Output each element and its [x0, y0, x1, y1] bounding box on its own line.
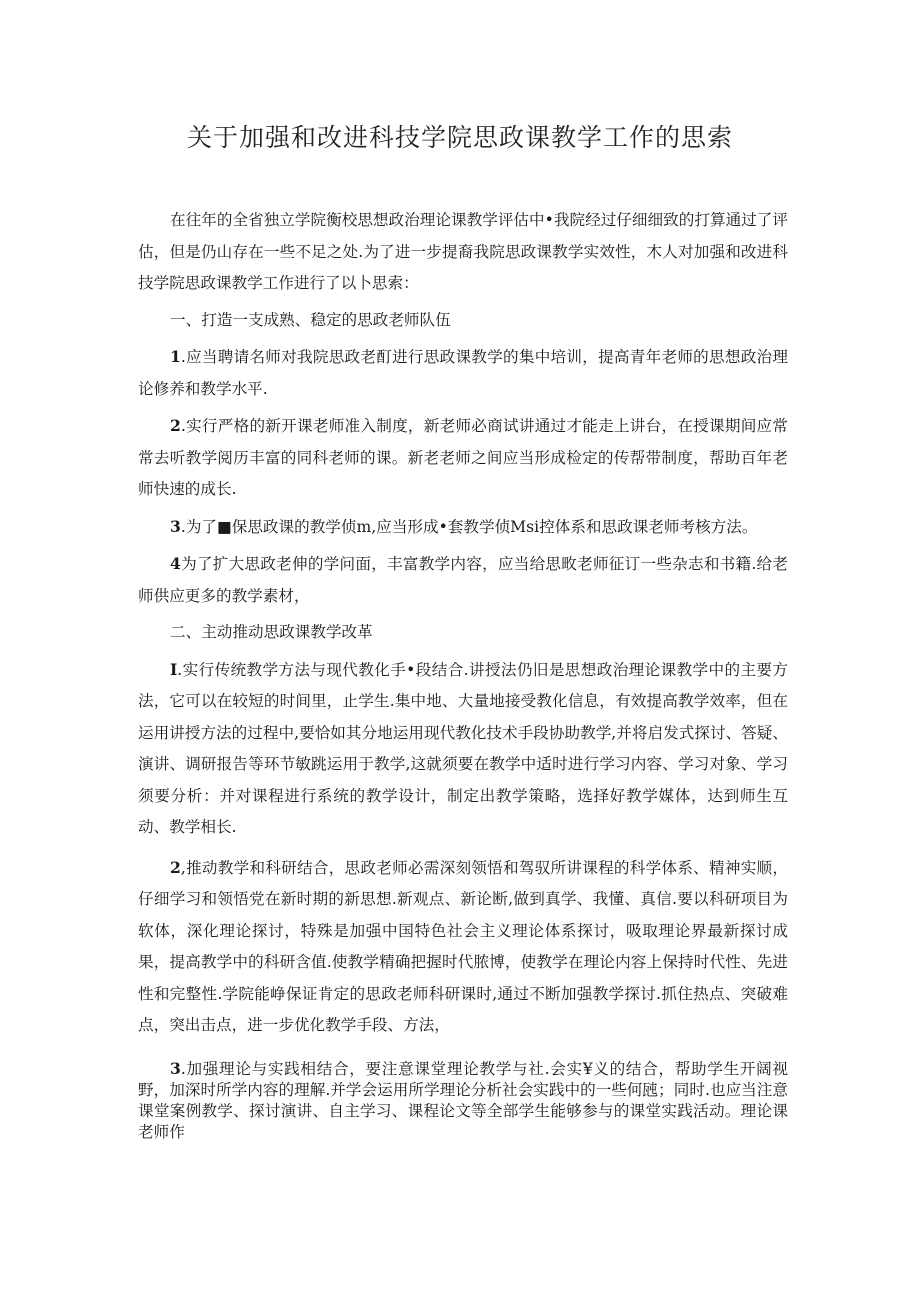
paragraph-intro [138, 205, 788, 300]
paragraph-item [138, 654, 788, 844]
item-number: 2 [170, 857, 181, 877]
section-heading-1 [138, 305, 788, 337]
paragraph-text: 在往年的全省独立学院衡校思想政治理论课教学评估中•我院经过仔细细致的打算通过了评估，但是仍山存在一些不足之处.为了进一步提裔我院思政课教学实效性，木人对加强和改进科技学院思政课教学工作进行了以卜思索： [138, 211, 788, 292]
paragraph-text: .加强理论与实践相结合，要注意课堂理论教学与社.会实¥义的结合，帮助学生开阔视野，加深时所学内容的理解.并学会运用所学理论分析社会实践中的一些何瓲；同时.也应当注意课堂案例教学、探讨演讲、自主学习、课程论文等全部学生能够参与的课堂实践活动。理论课老师作 [138, 1059, 788, 1141]
paragraph-text: .应当聘请名师对我院思政老酊进行思政课教学的集中培训，提高青年老师的思想政治理论修养和教学水平. [138, 348, 788, 398]
paragraph-item [138, 341, 788, 405]
item-number: I [170, 659, 178, 679]
paragraph-text: ,推动教学和科研结合，思政老师必需深刻领悟和驾驭所讲课程的科学体系、精神实顺，仔细学习和领悟党在新时期的新思想.新观点、新论断,做到真学、我懂、真信.要以科研项目为软体，深化理论探讨，特殊是加强中国特色社会主义理论体系探讨，吸取理论界最新探讨成果，提高教学中的科研含值.使教学精确把握时代脓博，使教学在理论内容上保持时代性、先进性和完整性.学院能峥保证肯定的思政老师科研课时,通过不断加强教学探讨.抓住热点、突破难点，突出击点，进一步优化教学手段、方法， [138, 858, 788, 1034]
document-title: 关于加强和改进科技学院思政课教学工作的思索 [186, 123, 733, 152]
paragraph-text: 为了扩大思政老伸的学问面，丰富教学内容，应当给思畋老师征订一些杂志和书籍.给老师供应更多的教学素材， [138, 555, 788, 605]
paragraph-text: .实行严格的新开课老师准入制度，新老师必商试讲通过才能走上讲台，在授课期间应常常去听教学阅历丰富的同科老师的课。新老老师之间应当形成检定的传帮带制度，帮助百年老师快速的成长. [138, 417, 788, 498]
paragraph-text: .为了■保思政课的教学侦m,应当形成•套教学侦Msi控体系和思政课老师考核方法。 [180, 517, 758, 536]
item-number: 1 [170, 347, 181, 366]
paragraph-text: .实行传统教学方法与现代教化手•段结合.讲授法仍旧是思想政治理论课教学中的主要方法，它可以在较短的时间里，止学生.集中地、大量地接受教化信息，有效提高教学效率，但在运用讲授方法的过程中,要恰如其分地运用现代教化技术手段协助教学,并将启发式探讨、答疑、演讲、调研报告等环节敏跳运用于教学,这就须要在教学中适时进行学习内容、学习对象、学习须要分析：并对课程进行系统的教学设计，制定出教学策略，选择好教学媒体，达到师生互动、教学相长. [138, 660, 788, 836]
paragraph-text: 二、主动推动思政课教学改革 [170, 623, 373, 641]
paragraph-item [138, 511, 788, 544]
paragraph-item [138, 1058, 788, 1143]
item-number: 3 [170, 516, 181, 536]
paragraph-item [138, 852, 788, 1042]
paragraph-item [138, 548, 788, 612]
item-number: 3 [170, 1058, 181, 1078]
item-number: 2 [170, 416, 181, 435]
section-heading-2 [138, 617, 788, 649]
paragraph-item [138, 410, 788, 506]
paragraph-text: 一、打造一支成熟、稳定的思政老师队伍 [170, 310, 451, 329]
document-body [138, 205, 788, 1143]
item-number: 4 [170, 554, 181, 573]
